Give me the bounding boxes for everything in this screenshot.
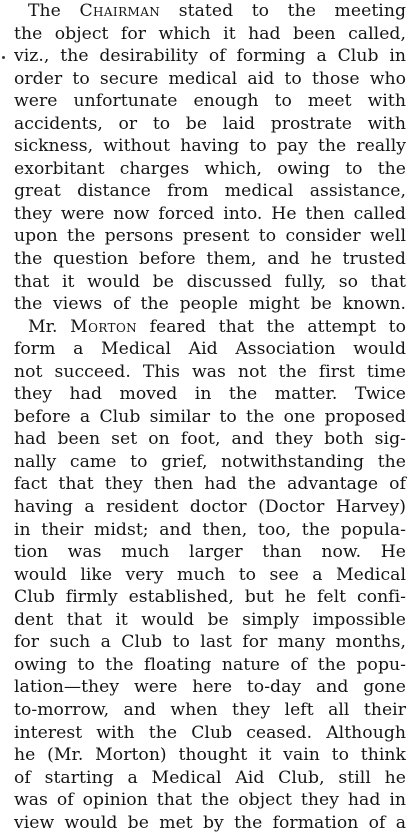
text-line: The Chairman stated to the meeting [28,1,406,21]
paragraph-morton [14,316,406,834]
text-line: form a Medical Aid Association would [14,339,406,360]
text-line: view would be met by the formation of a [14,812,406,833]
text-line: interest with the Club ceased. Although [14,722,406,743]
text-line: sickness, without having to pay the really [14,136,406,157]
speaker-name: Morton [70,316,138,337]
text-line: he (Mr. Morton) thought it vain to think [14,745,406,766]
paragraph-chairman [14,0,406,316]
text-line: dent that it would be simply impossible [14,609,406,630]
text-line: of starting a Medical Aid Club, still he [14,767,406,788]
text-line: exorbitant charges which, owing to the [14,158,406,179]
print-speck [2,56,5,59]
text-line: fact that they then had the advantage of [14,474,406,495]
text-line: owing to the floating nature of the popu- [14,654,406,675]
text-line: before a Club similar to the one proposed [14,406,406,427]
text-line: to-morrow, and when they left all their [14,699,406,720]
text-line: great distance from medical assistance, [14,181,406,202]
text-line: the question before them, and he trusted [14,249,406,270]
text-line: order to secure medical aid to those who [14,68,406,89]
text-line: tion was much larger than now. He [14,542,406,563]
text-line: they had moved in the matter. Twice [14,384,406,405]
text-line: Club firmly established, but he felt confi- [14,587,406,608]
text-line: Mr. Morton feared that the attempt to [28,316,406,337]
text-line: had been set on foot, and they both sig- [14,429,406,450]
text-line: not succeed. This was not the first time [14,361,406,382]
text-line: would like very much to see a Medical [14,564,406,585]
text-line: they were now forced into. He then called [14,203,406,224]
newspaper-column [14,0,406,834]
text-line: were unfortunate enough to meet with [14,91,406,112]
text-line: that it would be discussed fully, so that [14,271,406,292]
text-line: upon the persons present to consider well [14,226,406,247]
text-line: accidents, or to be laid prostrate with [14,113,406,134]
text-line: nally came to grief, notwithstanding the [14,451,406,472]
text-line: having a resident doctor (Doctor Harvey) [14,497,406,518]
text-line: viz., the desirability of forming a Club in [14,46,406,67]
speaker-name: Chairman [79,1,161,21]
text-line: for such a Club to last for many months, [14,632,406,653]
text-line: was of opinion that the object they had in [14,790,406,811]
text-line: lation—they were here to-day and gone [14,677,406,698]
text-line: in their midst; and then, too, the popula- [14,519,406,540]
text-line: the object for which it had been called, [14,23,406,44]
text-line: the views of the people might be known. [14,294,406,315]
